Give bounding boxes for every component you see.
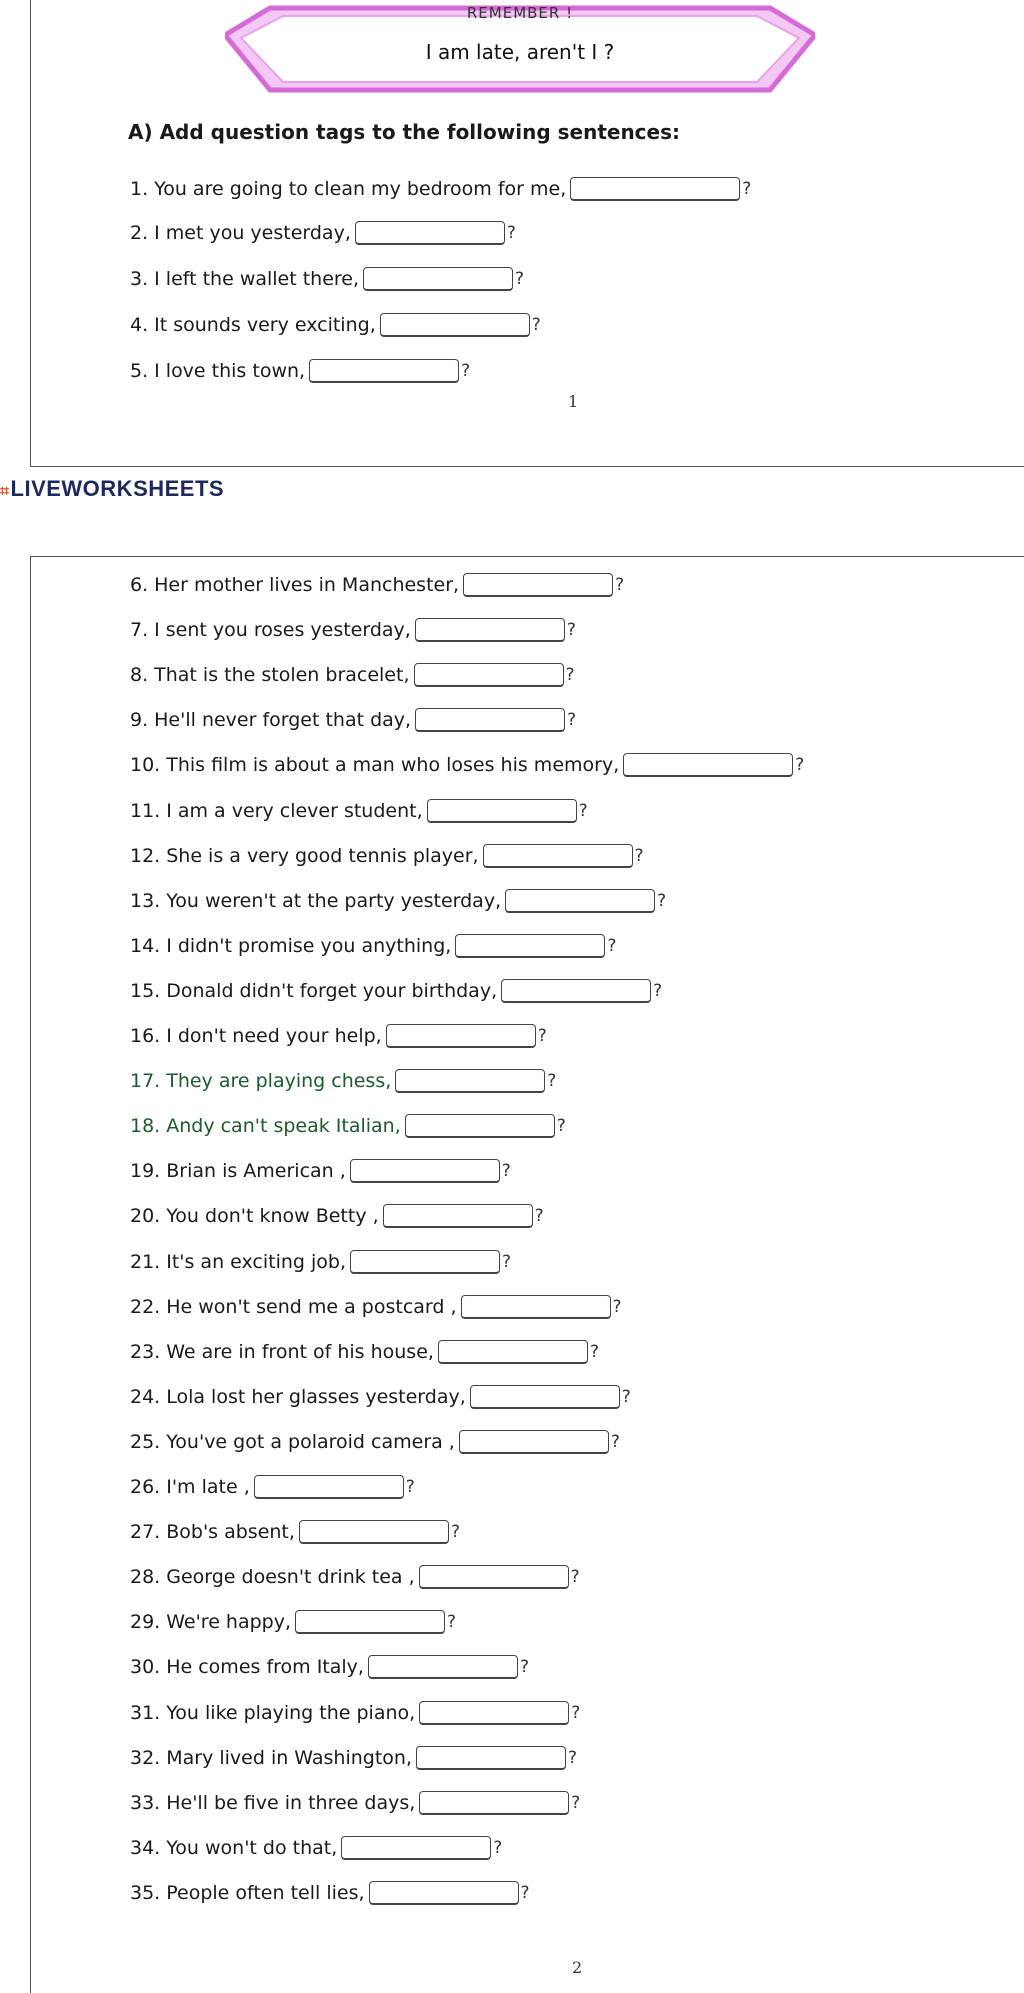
list-item	[130, 1290, 622, 1324]
item-sentence: I left the wallet there,	[154, 268, 360, 290]
question-mark: ?	[589, 1341, 599, 1362]
question-mark: ?	[566, 620, 576, 641]
item-number: 4.	[130, 314, 149, 336]
item-number: 30.	[130, 1656, 161, 1679]
item-sentence: I love this town,	[154, 360, 306, 382]
item-sentence: I don't need your help,	[166, 1025, 382, 1047]
question-tag-input[interactable]	[254, 1475, 404, 1499]
list-item	[130, 172, 751, 206]
item-number: 29.	[130, 1611, 161, 1634]
question-mark: ?	[520, 1882, 530, 1903]
question-tag-input[interactable]	[623, 753, 793, 777]
list-item	[130, 568, 624, 602]
question-tag-input[interactable]	[369, 1881, 519, 1905]
item-sentence: Brian is American ,	[166, 1160, 346, 1183]
item-number: 27.	[130, 1521, 161, 1544]
list-item	[130, 1831, 502, 1865]
question-tag-input[interactable]	[416, 1746, 566, 1770]
question-mark: ?	[570, 1567, 580, 1588]
page-1-left-border	[30, 0, 31, 466]
question-mark: ?	[742, 179, 752, 199]
item-sentence: You like playing the piano,	[166, 1701, 416, 1724]
item-number: 18.	[130, 1115, 161, 1138]
list-item	[130, 1019, 547, 1053]
list-item	[130, 1335, 599, 1369]
question-mark: ?	[568, 1747, 578, 1768]
list-item	[130, 884, 666, 918]
item-number: 16.	[130, 1025, 161, 1047]
question-tag-input[interactable]	[380, 313, 530, 337]
list-item	[130, 794, 588, 828]
item-sentence: He'll never forget that day,	[154, 709, 412, 732]
item-number: 19.	[130, 1160, 161, 1183]
remember-label: REMEMBER !	[466, 4, 574, 22]
question-mark: ?	[653, 980, 663, 1001]
item-number: 5.	[130, 360, 149, 382]
question-tag-input[interactable]	[415, 708, 565, 732]
list-item	[130, 354, 470, 388]
question-mark: ?	[571, 1702, 581, 1723]
question-mark: ?	[578, 800, 588, 821]
item-number: 33.	[130, 1791, 161, 1814]
question-mark: ?	[634, 845, 644, 866]
list-item	[130, 1199, 544, 1233]
list-item	[130, 1560, 580, 1594]
item-number: 6.	[130, 574, 149, 596]
item-number: 21.	[130, 1250, 161, 1273]
item-number: 28.	[130, 1566, 161, 1589]
question-tag-input[interactable]	[368, 1655, 518, 1679]
instruction-heading: A) Add question tags to the following sentences:	[128, 120, 681, 144]
item-number: 9.	[130, 709, 149, 732]
question-mark: ?	[610, 1431, 620, 1452]
item-sentence: You won't do that,	[166, 1836, 338, 1859]
list-item	[130, 1380, 631, 1414]
question-tag-input[interactable]	[461, 1295, 611, 1319]
item-sentence: I'm late ,	[166, 1476, 250, 1498]
list-item	[130, 1696, 580, 1730]
item-number: 22.	[130, 1295, 161, 1318]
question-tag-input[interactable]	[459, 1430, 609, 1454]
list-item	[130, 658, 575, 692]
question-tag-input[interactable]	[419, 1701, 569, 1725]
item-sentence: It's an exciting job,	[166, 1250, 347, 1273]
item-sentence: He comes from Italy,	[166, 1656, 364, 1679]
item-number: 25.	[130, 1430, 161, 1453]
banner-example: I am late, aren't I ?	[425, 40, 615, 64]
page-2-left-border	[30, 556, 31, 1993]
item-sentence: I am a very clever student,	[166, 799, 423, 822]
question-mark: ?	[461, 361, 471, 381]
item-sentence: It sounds very exciting,	[154, 314, 376, 336]
question-tag-input[interactable]	[415, 618, 565, 642]
item-sentence: You don't know Betty ,	[166, 1205, 379, 1228]
item-sentence: People often tell lies,	[166, 1881, 365, 1904]
question-mark: ?	[537, 1026, 547, 1046]
item-sentence: That is the stolen bracelet,	[154, 664, 410, 687]
item-sentence: Lola lost her glasses yesterday,	[166, 1385, 466, 1408]
question-tag-input[interactable]	[463, 573, 613, 597]
item-sentence: He'll be five in three days,	[166, 1791, 416, 1814]
item-sentence: I didn't promise you anything,	[166, 934, 452, 957]
question-tag-input[interactable]	[455, 934, 605, 958]
list-item	[130, 613, 576, 647]
page-2-top-border	[30, 556, 1024, 557]
liveworksheets-logo	[0, 476, 224, 502]
question-tag-input[interactable]	[427, 799, 577, 823]
item-sentence: You weren't at the party yesterday,	[166, 889, 502, 912]
item-number: 35.	[130, 1881, 161, 1904]
question-mark: ?	[565, 665, 575, 686]
question-mark: ?	[547, 1071, 557, 1092]
item-number: 31.	[130, 1701, 161, 1724]
item-sentence: Andy can't speak Italian,	[166, 1115, 401, 1138]
item-number: 10.	[130, 754, 161, 777]
list-item	[130, 1109, 566, 1143]
list-item	[130, 1605, 456, 1639]
item-sentence: They are playing chess,	[166, 1070, 392, 1093]
item-sentence: I sent you roses yesterday,	[154, 619, 411, 642]
question-mark: ?	[657, 890, 667, 911]
item-number: 20.	[130, 1205, 161, 1228]
list-item	[130, 308, 541, 342]
question-mark: ?	[556, 1116, 566, 1137]
item-sentence: She is a very good tennis player,	[166, 844, 479, 867]
logo-text: LIVEWORKSHEETS	[10, 476, 225, 501]
list-item	[130, 748, 804, 782]
list-item	[130, 216, 516, 250]
question-tag-input[interactable]	[383, 1204, 533, 1228]
list-item	[130, 929, 616, 963]
item-sentence: You've got a polaroid camera ,	[166, 1430, 455, 1453]
question-tag-input[interactable]	[570, 177, 740, 201]
list-item	[130, 1154, 511, 1188]
question-mark: ?	[612, 1296, 622, 1317]
item-number: 7.	[130, 619, 149, 642]
question-mark: ?	[571, 1792, 581, 1813]
item-sentence: You are going to clean my bedroom for me,	[154, 178, 567, 200]
question-tag-input[interactable]	[501, 979, 651, 1003]
list-item	[130, 974, 662, 1008]
question-tag-input[interactable]	[419, 1565, 569, 1589]
question-mark: ?	[502, 1251, 512, 1272]
question-mark: ?	[531, 315, 541, 335]
logo-mark-icon: ⌗	[0, 483, 10, 500]
question-mark: ?	[567, 710, 577, 731]
question-tag-input[interactable]	[505, 889, 655, 913]
item-number: 1.	[130, 178, 149, 200]
question-mark: ?	[607, 935, 617, 956]
list-item	[130, 1741, 577, 1775]
question-mark: ?	[493, 1837, 503, 1858]
list-item	[130, 1876, 530, 1910]
question-tag-input[interactable]	[350, 1250, 500, 1274]
question-mark: ?	[534, 1206, 544, 1227]
list-item	[130, 839, 644, 873]
item-sentence: I met you yesterday,	[154, 222, 351, 244]
item-number: 2.	[130, 222, 149, 244]
question-mark: ?	[621, 1386, 631, 1407]
page-number-2: 2	[572, 1958, 583, 1977]
list-item	[130, 1650, 529, 1684]
question-tag-input[interactable]	[470, 1385, 620, 1409]
page-number-1: 1	[568, 392, 579, 411]
item-sentence: We are in front of his house,	[166, 1340, 434, 1363]
question-mark: ?	[515, 269, 525, 289]
list-item	[130, 1515, 460, 1549]
question-tag-input[interactable]	[395, 1069, 545, 1093]
item-number: 26.	[130, 1476, 161, 1498]
question-tag-input[interactable]	[295, 1610, 445, 1634]
item-sentence: Mary lived in Washington,	[166, 1746, 412, 1769]
question-mark: ?	[506, 223, 516, 243]
item-number: 11.	[130, 799, 161, 822]
question-tag-input[interactable]	[363, 267, 513, 291]
list-item	[130, 1470, 415, 1504]
item-sentence: We're happy,	[166, 1611, 292, 1634]
question-tag-input[interactable]	[341, 1836, 491, 1860]
question-mark: ?	[615, 575, 625, 595]
list-item	[130, 703, 576, 737]
item-sentence: This film is about a man who loses his memory,	[166, 754, 620, 777]
item-number: 12.	[130, 844, 161, 867]
item-sentence: Bob's absent,	[166, 1521, 295, 1544]
list-item	[130, 262, 524, 296]
remember-banner	[225, 0, 815, 95]
question-tag-input[interactable]	[405, 1114, 555, 1138]
list-item	[130, 1245, 511, 1279]
question-tag-input[interactable]	[483, 844, 633, 868]
question-tag-input[interactable]	[438, 1340, 588, 1364]
question-tag-input[interactable]	[355, 221, 505, 245]
question-mark: ?	[450, 1522, 460, 1543]
item-number: 17.	[130, 1070, 161, 1093]
question-mark: ?	[501, 1161, 511, 1182]
question-mark: ?	[405, 1477, 415, 1497]
question-tag-input[interactable]	[309, 359, 459, 383]
question-mark: ?	[447, 1612, 457, 1633]
item-number: 15.	[130, 979, 161, 1002]
item-sentence: He won't send me a postcard ,	[166, 1295, 457, 1318]
item-number: 3.	[130, 268, 149, 290]
item-number: 23.	[130, 1340, 161, 1363]
item-number: 14.	[130, 934, 161, 957]
question-tag-input[interactable]	[419, 1791, 569, 1815]
question-tag-input[interactable]	[386, 1024, 536, 1048]
question-mark: ?	[795, 755, 805, 776]
question-mark: ?	[519, 1657, 529, 1678]
question-tag-input[interactable]	[414, 663, 564, 687]
list-item	[130, 1064, 556, 1098]
question-tag-input[interactable]	[350, 1159, 500, 1183]
item-sentence: Her mother lives in Manchester,	[154, 574, 460, 596]
item-sentence: George doesn't drink tea ,	[166, 1566, 415, 1589]
item-number: 13.	[130, 889, 161, 912]
item-number: 8.	[130, 664, 149, 687]
question-tag-input[interactable]	[299, 1520, 449, 1544]
list-item	[130, 1425, 620, 1459]
item-number: 24.	[130, 1385, 161, 1408]
item-sentence: Donald didn't forget your birthday,	[166, 979, 498, 1002]
page-1-bottom-border	[30, 466, 1024, 467]
item-number: 34.	[130, 1836, 161, 1859]
item-number: 32.	[130, 1746, 161, 1769]
list-item	[130, 1786, 580, 1820]
